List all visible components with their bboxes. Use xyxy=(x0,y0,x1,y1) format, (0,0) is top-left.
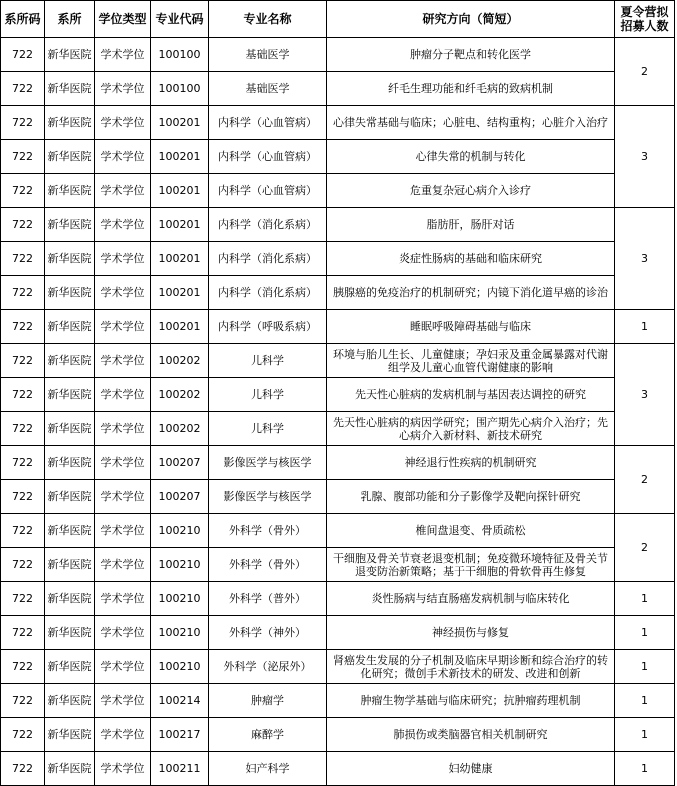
table-row xyxy=(1,548,675,582)
major-name-cell: 肿瘤学 xyxy=(209,684,327,718)
major-code-cell: 100201 xyxy=(151,174,209,208)
recruit-count-cell: 3 xyxy=(615,106,675,208)
table-row xyxy=(1,514,675,548)
table-row xyxy=(1,208,675,242)
dept-cell: 新华医院 xyxy=(45,378,95,412)
table-row xyxy=(1,378,675,412)
recruit-count-cell: 1 xyxy=(615,582,675,616)
major-code-cell: 100210 xyxy=(151,582,209,616)
dept-code-cell: 722 xyxy=(1,106,45,140)
dept-cell: 新华医院 xyxy=(45,106,95,140)
table-row xyxy=(1,174,675,208)
major-code-cell: 100207 xyxy=(151,446,209,480)
dept-cell: 新华医院 xyxy=(45,480,95,514)
dept-cell: 新华医院 xyxy=(45,276,95,310)
table-row xyxy=(1,140,675,174)
header-major-name: 专业名称 xyxy=(209,1,327,38)
major-name-cell: 基础医学 xyxy=(209,38,327,72)
major-name-cell: 外科学（泌尿外） xyxy=(209,650,327,684)
table-row xyxy=(1,480,675,514)
major-code-cell: 100202 xyxy=(151,344,209,378)
degree-type-cell: 学术学位 xyxy=(95,684,151,718)
table-row xyxy=(1,276,675,310)
dept-cell: 新华医院 xyxy=(45,412,95,446)
research-direction-cell: 心律失常的机制与转化 xyxy=(327,140,615,174)
major-code-cell: 100210 xyxy=(151,650,209,684)
major-name-cell: 外科学（骨外） xyxy=(209,548,327,582)
table-row xyxy=(1,412,675,446)
major-name-cell: 内科学（呼吸系病） xyxy=(209,310,327,344)
dept-code-cell: 722 xyxy=(1,174,45,208)
degree-type-cell: 学术学位 xyxy=(95,208,151,242)
table-row xyxy=(1,344,675,378)
dept-cell: 新华医院 xyxy=(45,684,95,718)
major-name-cell: 外科学（骨外） xyxy=(209,514,327,548)
major-code-cell: 100201 xyxy=(151,208,209,242)
header-recruit-count: 夏令营拟招募人数 xyxy=(615,1,675,38)
dept-code-cell: 722 xyxy=(1,446,45,480)
dept-cell: 新华医院 xyxy=(45,616,95,650)
research-direction-cell: 肾癌发生发展的分子机制及临床早期诊断和综合治疗的转化研究；微创手术新技术的研发、改进和创新 xyxy=(327,650,615,684)
major-name-cell: 儿科学 xyxy=(209,412,327,446)
dept-cell: 新华医院 xyxy=(45,208,95,242)
major-code-cell: 100100 xyxy=(151,38,209,72)
dept-code-cell: 722 xyxy=(1,718,45,752)
degree-type-cell: 学术学位 xyxy=(95,310,151,344)
table-row xyxy=(1,616,675,650)
dept-cell: 新华医院 xyxy=(45,514,95,548)
research-direction-cell: 纤毛生理功能和纤毛病的致病机制 xyxy=(327,72,615,106)
degree-type-cell: 学术学位 xyxy=(95,140,151,174)
degree-type-cell: 学术学位 xyxy=(95,276,151,310)
recruit-count-cell: 2 xyxy=(615,446,675,514)
research-direction-cell: 炎性肠病与结直肠癌发病机制与临床转化 xyxy=(327,582,615,616)
recruit-count-cell: 2 xyxy=(615,38,675,106)
dept-code-cell: 722 xyxy=(1,276,45,310)
table-row xyxy=(1,106,675,140)
dept-cell: 新华医院 xyxy=(45,582,95,616)
dept-cell: 新华医院 xyxy=(45,72,95,106)
major-name-cell: 外科学（神外） xyxy=(209,616,327,650)
recruit-count-cell: 1 xyxy=(615,310,675,344)
degree-type-cell: 学术学位 xyxy=(95,548,151,582)
research-direction-cell: 神经损伤与修复 xyxy=(327,616,615,650)
major-name-cell: 儿科学 xyxy=(209,378,327,412)
dept-cell: 新华医院 xyxy=(45,718,95,752)
major-name-cell: 麻醉学 xyxy=(209,718,327,752)
research-direction-cell: 椎间盘退变、骨质疏松 xyxy=(327,514,615,548)
degree-type-cell: 学术学位 xyxy=(95,752,151,786)
table-row xyxy=(1,582,675,616)
major-code-cell: 100201 xyxy=(151,106,209,140)
degree-type-cell: 学术学位 xyxy=(95,106,151,140)
major-code-cell: 100207 xyxy=(151,480,209,514)
major-code-cell: 100210 xyxy=(151,514,209,548)
research-direction-cell: 先天性心脏病的发病机制与基因表达调控的研究 xyxy=(327,378,615,412)
major-name-cell: 妇产科学 xyxy=(209,752,327,786)
research-direction-cell: 胰腺癌的免疫治疗的机制研究；内镜下消化道早癌的诊治 xyxy=(327,276,615,310)
dept-code-cell: 722 xyxy=(1,514,45,548)
table-row xyxy=(1,684,675,718)
dept-code-cell: 722 xyxy=(1,140,45,174)
table-row xyxy=(1,242,675,276)
dept-code-cell: 722 xyxy=(1,310,45,344)
degree-type-cell: 学术学位 xyxy=(95,582,151,616)
table-body xyxy=(1,38,675,786)
degree-type-cell: 学术学位 xyxy=(95,616,151,650)
dept-code-cell: 722 xyxy=(1,650,45,684)
research-direction-cell: 环境与胎儿生长、儿童健康；孕妇汞及重金属暴露对代谢组学及儿童心血管代谢健康的影响 xyxy=(327,344,615,378)
recruit-count-cell: 1 xyxy=(615,684,675,718)
major-name-cell: 内科学（心血管病） xyxy=(209,106,327,140)
major-code-cell: 100214 xyxy=(151,684,209,718)
major-name-cell: 影像医学与核医学 xyxy=(209,480,327,514)
major-code-cell: 100201 xyxy=(151,140,209,174)
major-name-cell: 内科学（心血管病） xyxy=(209,140,327,174)
research-direction-cell: 肿瘤分子靶点和转化医学 xyxy=(327,38,615,72)
degree-type-cell: 学术学位 xyxy=(95,378,151,412)
major-code-cell: 100217 xyxy=(151,718,209,752)
major-code-cell: 100201 xyxy=(151,310,209,344)
recruit-count-cell: 3 xyxy=(615,208,675,310)
degree-type-cell: 学术学位 xyxy=(95,242,151,276)
degree-type-cell: 学术学位 xyxy=(95,72,151,106)
dept-cell: 新华医院 xyxy=(45,752,95,786)
major-name-cell: 内科学（消化系病） xyxy=(209,208,327,242)
recruit-count-cell: 1 xyxy=(615,752,675,786)
dept-cell: 新华医院 xyxy=(45,310,95,344)
recruit-count-cell: 3 xyxy=(615,344,675,446)
dept-code-cell: 722 xyxy=(1,480,45,514)
research-direction-cell: 炎症性肠病的基础和临床研究 xyxy=(327,242,615,276)
table-row xyxy=(1,650,675,684)
recruit-count-cell: 1 xyxy=(615,718,675,752)
major-code-cell: 100100 xyxy=(151,72,209,106)
major-name-cell: 外科学（普外） xyxy=(209,582,327,616)
major-code-cell: 100210 xyxy=(151,616,209,650)
major-name-cell: 内科学（消化系病） xyxy=(209,242,327,276)
dept-cell: 新华医院 xyxy=(45,548,95,582)
table-row xyxy=(1,38,675,72)
dept-cell: 新华医院 xyxy=(45,650,95,684)
dept-cell: 新华医院 xyxy=(45,242,95,276)
dept-code-cell: 722 xyxy=(1,208,45,242)
degree-type-cell: 学术学位 xyxy=(95,412,151,446)
header-dept: 系所 xyxy=(45,1,95,38)
degree-type-cell: 学术学位 xyxy=(95,650,151,684)
research-direction-cell: 妇幼健康 xyxy=(327,752,615,786)
degree-type-cell: 学术学位 xyxy=(95,514,151,548)
research-direction-cell: 先天性心脏病的病因学研究；围产期先心病介入治疗；先心病介入新材料、新技术研究 xyxy=(327,412,615,446)
research-direction-cell: 危重复杂冠心病介入诊疗 xyxy=(327,174,615,208)
header-degree-type: 学位类型 xyxy=(95,1,151,38)
table-row xyxy=(1,310,675,344)
major-code-cell: 100202 xyxy=(151,378,209,412)
degree-type-cell: 学术学位 xyxy=(95,344,151,378)
research-direction-cell: 神经退行性疾病的机制研究 xyxy=(327,446,615,480)
research-direction-cell: 脂肪肝，肠肝对话 xyxy=(327,208,615,242)
research-direction-cell: 心律失常基础与临床；心脏电、结构重构；心脏介入治疗 xyxy=(327,106,615,140)
major-code-cell: 100210 xyxy=(151,548,209,582)
dept-cell: 新华医院 xyxy=(45,174,95,208)
research-direction-cell: 乳腺、腹部功能和分子影像学及靶向探针研究 xyxy=(327,480,615,514)
dept-code-cell: 722 xyxy=(1,616,45,650)
dept-code-cell: 722 xyxy=(1,684,45,718)
recruit-count-cell: 1 xyxy=(615,650,675,684)
table-row xyxy=(1,752,675,786)
research-direction-cell: 肿瘤生物学基础与临床研究；抗肿瘤药理机制 xyxy=(327,684,615,718)
table-row xyxy=(1,72,675,106)
dept-cell: 新华医院 xyxy=(45,38,95,72)
dept-cell: 新华医院 xyxy=(45,344,95,378)
recruit-count-cell: 2 xyxy=(615,514,675,582)
degree-type-cell: 学术学位 xyxy=(95,718,151,752)
dept-code-cell: 722 xyxy=(1,344,45,378)
dept-code-cell: 722 xyxy=(1,72,45,106)
header-major-code: 专业代码 xyxy=(151,1,209,38)
research-direction-cell: 干细胞及骨关节衰老退变机制；免疫微环境特征及骨关节退变防治新策略；基于干细胞的骨软骨再生修复 xyxy=(327,548,615,582)
major-code-cell: 100201 xyxy=(151,276,209,310)
header-row xyxy=(1,1,675,38)
research-direction-cell: 睡眠呼吸障碍基础与临床 xyxy=(327,310,615,344)
degree-type-cell: 学术学位 xyxy=(95,446,151,480)
dept-code-cell: 722 xyxy=(1,412,45,446)
major-code-cell: 100201 xyxy=(151,242,209,276)
dept-code-cell: 722 xyxy=(1,752,45,786)
major-code-cell: 100202 xyxy=(151,412,209,446)
header-research-direction: 研究方向（简短） xyxy=(327,1,615,38)
dept-code-cell: 722 xyxy=(1,582,45,616)
major-name-cell: 基础医学 xyxy=(209,72,327,106)
major-name-cell: 影像医学与核医学 xyxy=(209,446,327,480)
dept-code-cell: 722 xyxy=(1,548,45,582)
header-dept-code: 系所码 xyxy=(1,1,45,38)
degree-type-cell: 学术学位 xyxy=(95,480,151,514)
dept-code-cell: 722 xyxy=(1,38,45,72)
major-name-cell: 内科学（心血管病） xyxy=(209,174,327,208)
research-direction-cell: 肺损伤或类脑器官相关机制研究 xyxy=(327,718,615,752)
degree-type-cell: 学术学位 xyxy=(95,38,151,72)
dept-cell: 新华医院 xyxy=(45,140,95,174)
major-code-cell: 100211 xyxy=(151,752,209,786)
recruit-count-cell: 1 xyxy=(615,616,675,650)
major-name-cell: 儿科学 xyxy=(209,344,327,378)
dept-code-cell: 722 xyxy=(1,242,45,276)
dept-code-cell: 722 xyxy=(1,378,45,412)
degree-type-cell: 学术学位 xyxy=(95,174,151,208)
dept-cell: 新华医院 xyxy=(45,446,95,480)
table-row xyxy=(1,718,675,752)
major-name-cell: 内科学（消化系病） xyxy=(209,276,327,310)
table-row xyxy=(1,446,675,480)
